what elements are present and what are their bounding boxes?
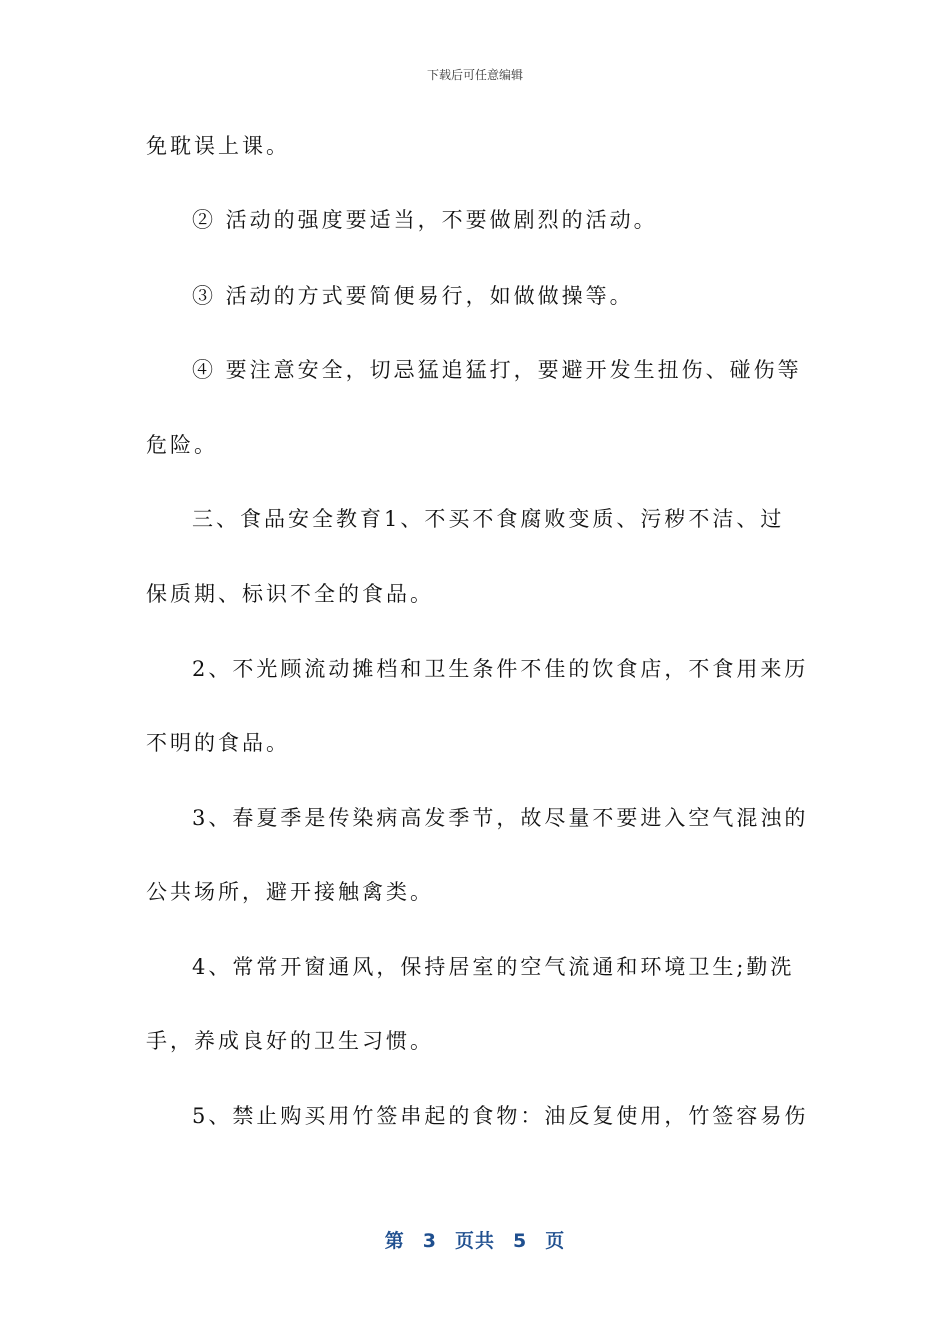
footer-middle: 页共: [454, 1230, 495, 1252]
body-line-11: 公共场所，避开接触禽类。: [146, 880, 434, 904]
footer-prefix: 第: [384, 1230, 405, 1252]
body-line-9: 不明的食品。: [146, 731, 290, 755]
body-line-12: 4、常常开窗通风，保持居室的空气流通和环境卫生;勤洗: [192, 955, 795, 979]
body-line-1: 免耽误上课。: [146, 134, 290, 158]
footer-total-pages: 5: [513, 1230, 528, 1252]
footer-suffix: 页: [545, 1230, 566, 1252]
page-header: 下载后可任意编辑: [426, 68, 523, 82]
body-line-7: 保质期、标识不全的食品。: [146, 582, 434, 606]
section-heading-food-safety: 三、食品安全教育1、不买不食腐败变质、污秽不洁、过: [192, 507, 785, 531]
body-line-4: ④ 要注意安全，切忌猛追猛打，要避开发生扭伤、碰伤等: [192, 358, 802, 382]
footer-current-page: 3: [422, 1230, 437, 1252]
body-line-5: 危险。: [146, 433, 218, 457]
body-line-8: 2、不光顾流动摊档和卫生条件不佳的饮食店，不食用来历: [192, 657, 809, 681]
page-number-footer: [0, 1226, 950, 1253]
body-line-14: 5、禁止购买用竹签串起的食物：油反复使用，竹签容易伤: [192, 1104, 809, 1128]
body-line-13: 手，养成良好的卫生习惯。: [146, 1029, 434, 1053]
body-line-10: 3、春夏季是传染病高发季节，故尽量不要进入空气混浊的: [192, 806, 809, 830]
body-line-2: ② 活动的强度要适当，不要做剧烈的活动。: [192, 208, 658, 232]
body-line-3: ③ 活动的方式要简便易行，如做做操等。: [192, 284, 634, 308]
